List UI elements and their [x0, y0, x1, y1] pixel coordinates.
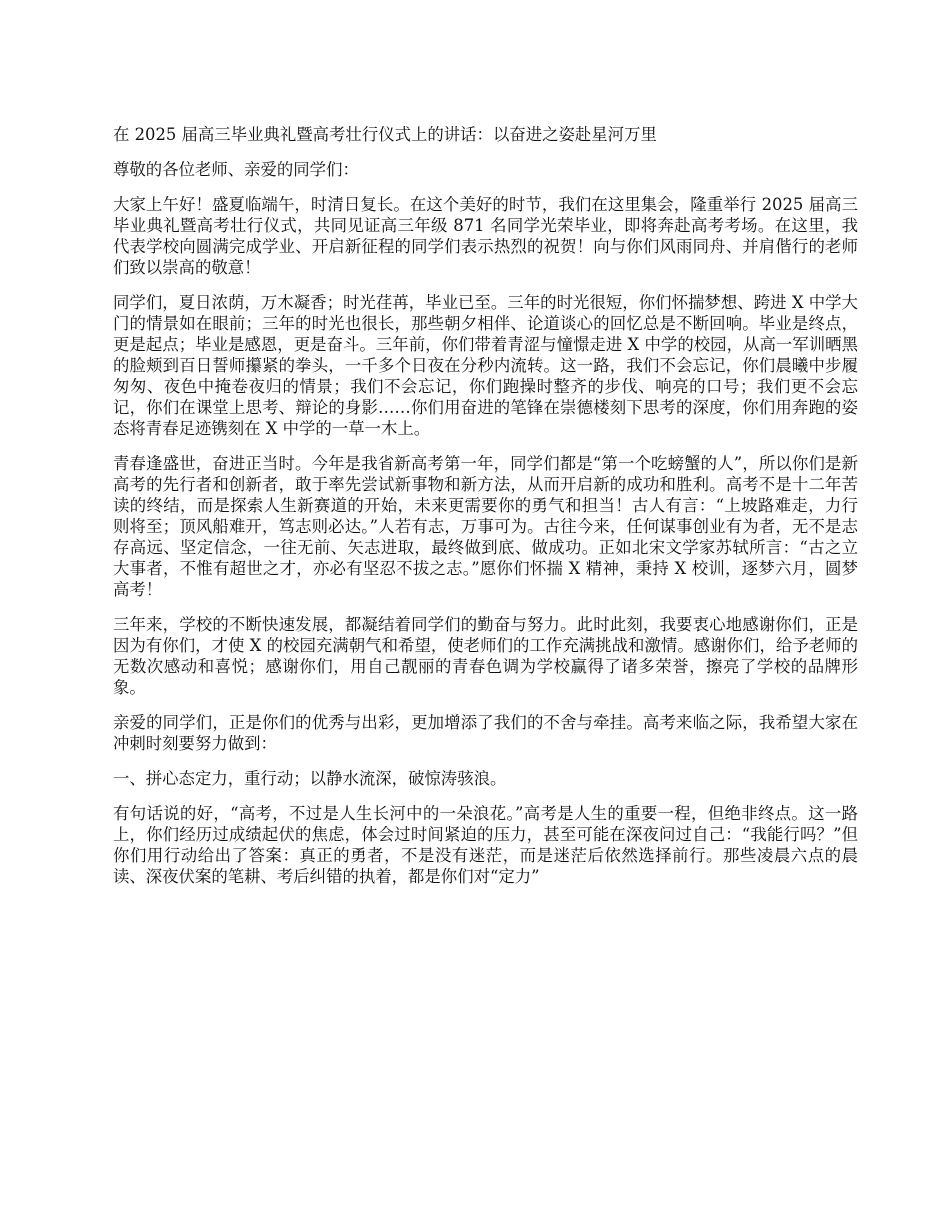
document-page: [113, 124, 858, 901]
paragraph-3: 青春逢盛世，奋进正当时。今年是我省新高考第一年，同学们都是“第一个吃螃蟹的人”，所以你们是新高考的先行者和创新者，敢于率先尝试新事物和新方法，从而开启新的成功和胜利。高考不是十二年苦读的终结，而是探索人生新赛道的开始，未来更需要你的勇气和担当！古人有言：“上坡路难走，力行则将至；顶风船难开，笃志则必达。”人若有志，万事可为。古往今来，任何谋事创业有为者，无不是志存高远、坚定信念，一往无前、矢志进取，最终做到底、做成功。正如北宋文学家苏轼所言：“古之立大事者，不惟有超世之才，亦必有坚忍不拔之志。”愿你们怀揣 X 精神，秉持 X 校训，逐梦六月，圆梦高考！: [113, 454, 858, 599]
paragraph-1: 大家上午好！盛夏临端午，时清日复长。在这个美好的时节，我们在这里集会，隆重举行 2025 届高三毕业典礼暨高考壮行仪式，共同见证高三年级 871 名同学光荣毕业，即将奔赴高考考场。在这里，我代表学校向圆满完成学业、开启新征程的同学们表示热烈的祝贺！向与你们风雨同舟、并肩偕行的老师们致以崇高的敬意！: [113, 195, 858, 277]
salutation: 尊敬的各位老师、亲爱的同学们：: [113, 160, 359, 179]
paragraph-6: 有句话说的好，“高考，不过是人生长河中的一朵浪花。”高考是人生的重要一程，但绝非终点。这一路上，你们经历过成绩起伏的焦虑，体会过时间紧迫的压力，甚至可能在深夜问过自己：“我能行吗？”但你们用行动给出了答案：真正的勇者，不是没有迷茫，而是迷茫后依然选择前行。那些凌晨六点的晨读、深夜伏案的笔耕、考后纠错的执着，都是你们对“定力”: [113, 804, 858, 886]
paragraph-5: 亲爱的同学们，正是你们的优秀与出彩，更加增添了我们的不舍与牵挂。高考来临之际，我希望大家在冲刺时刻要努力做到：: [113, 713, 858, 753]
section-heading-1: 一、拼心态定力，重行动；以静水流深，破惊涛骇浪。: [113, 769, 507, 788]
paragraph-4: 三年来，学校的不断快速发展，都凝结着同学们的勤奋与努力。此时此刻，我要衷心地感谢你们，正是因为有你们，才使 X 的校园充满朝气和希望，使老师们的工作充满挑战和激情。感谢你们，给予老师的无数次感动和喜悦；感谢你们，用自己靓丽的青春色调为学校赢得了诸多荣誉，擦亮了学校的品牌形象。: [113, 615, 858, 697]
document-title: 在 2025 届高三毕业典礼暨高考壮行仪式上的讲话：以奋进之姿赴星河万里: [113, 125, 657, 144]
paragraph-2: 同学们，夏日浓荫，万木凝香；时光荏苒，毕业已至。三年的时光很短，你们怀揣梦想、跨进 X 中学大门的情景如在眼前；三年的时光也很长，那些朝夕相伴、论道谈心的回忆总是不断回响。毕业是终点，更是起点；毕业是感恩，更是奋斗。三年前，你们带着青涩与憧憬走进 X 中学的校园，从高一军训晒黑的脸颊到百日誓师攥紧的拳头，一千多个日夜在分秒内流转。这一路，我们不会忘记，你们晨曦中步履匆匆、夜色中掩卷夜归的情景；我们不会忘记，你们跑操时整齐的步伐、响亮的口号；我们更不会忘记，你们在课堂上思考、辩论的身影……你们用奋进的笔锋在崇德楼刻下思考的深度，你们用奔跑的姿态将青春足迹镌刻在 X 中学的一草一木上。: [113, 293, 858, 438]
